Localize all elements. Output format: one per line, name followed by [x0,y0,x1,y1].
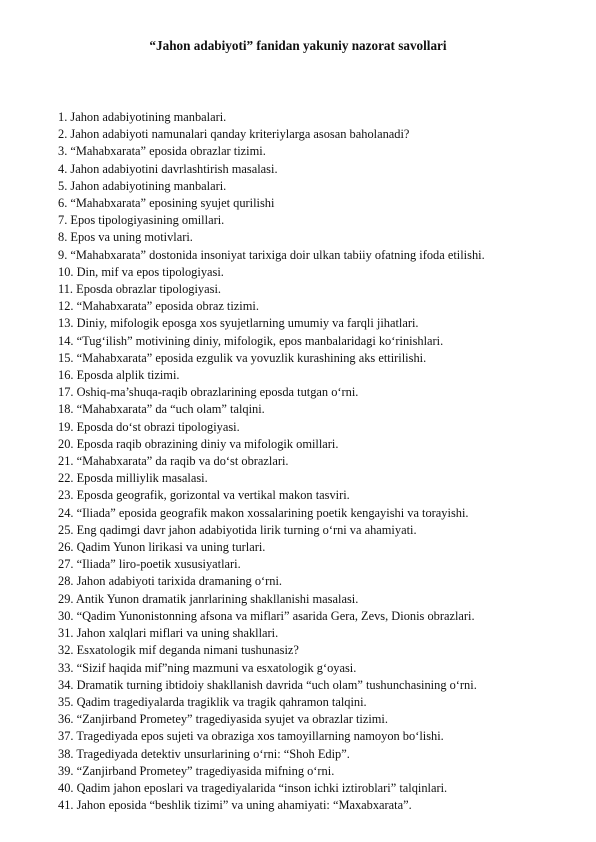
list-item: 3. “Mahabxarata” eposida obrazlar tizimi. [58,144,266,159]
list-item: 36. “Zanjirband Prometey” tragediyasida syujet va obrazlar tizimi. [58,712,388,727]
list-item: 37. Tragediyada epos sujeti va obraziga xos tamoyillarning namoyon bo‘lishi. [58,729,444,744]
list-item: 40. Qadim jahon eposlari va tragediyalarida “inson ichki iztiroblari” talqinlari. [58,780,448,795]
list-item: 26. Qadim Yunon lirikasi va uning turlari. [58,540,266,555]
list-item: 24. “Iliada” eposida geografik makon xossalarining poetik kengayishi va torayishi. [58,505,469,520]
list-item: 20. Eposda raqib obrazining diniy va mifologik omillari. [58,436,339,451]
list-item: 14. “Tug‘ilish” motivining diniy, mifologik, epos manbalaridagi ko‘rinishlari. [58,333,444,348]
list-item: 34. Dramatik turning ibtidoiy shakllanish davrida “uch olam” tushunchasining o‘rni. [58,677,477,692]
list-item: 9. “Mahabxarata” dostonida insoniyat tarixiga doir ulkan tabiiy ofatning ifoda etilishi. [58,247,485,262]
list-item: 35. Qadim tragediyalarda tragiklik va tragik qahramon talqini. [58,694,367,709]
list-item: 25. Eng qadimgi davr jahon adabiyotida lirik turning o‘rni va ahamiyati. [58,522,417,537]
list-item: 12. “Mahabxarata” eposida obraz tizimi. [58,299,259,314]
list-item: 13. Diniy, mifologik eposga xos syujetlarning umumiy va farqli jihatlari. [58,316,419,331]
page-title: “Jahon adabiyoti” fanidan yakuniy nazorat savollari [149,38,447,53]
list-item: 15. “Mahabxarata” eposida ezgulik va yovuzlik kurashining aks ettirilishi. [58,350,427,365]
list-item: 10. Din, mif va epos tipologiyasi. [58,264,224,279]
list-item: 27. “Iliada” liro-poetik xususiyatlari. [58,557,241,572]
list-item: 17. Oshiq-ma’shuqa-raqib obrazlarining eposda tutgan o‘rni. [58,385,359,400]
list-item: 23. Eposda geografik, gorizontal va vertikal makon tasviri. [58,488,350,503]
list-item: 29. Antik Yunon dramatik janrlarining shakllanishi masalasi. [58,591,359,606]
list-item: 39. “Zanjirband Prometey” tragediyasida mifning o‘rni. [58,763,335,778]
list-item: 18. “Mahabxarata” da “uch olam” talqini. [58,402,265,417]
list-item: 2. Jahon adabiyoti namunalari qanday kriteriylarga asosan baholanadi? [58,127,410,142]
list-item: 41. Jahon eposida “beshlik tizimi” va uning ahamiyati: “Maxabxarata”. [58,798,412,813]
list-item: 38. Tragediyada detektiv unsurlarining o‘rni: “Shoh Edip”. [58,746,350,761]
list-item: 11. Eposda obrazlar tipologiyasi. [58,282,221,297]
list-item: 21. “Mahabxarata” da raqib va do‘st obrazlari. [58,454,289,469]
list-item: 33. “Sizif haqida mif”ning mazmuni va esxatologik g‘oyasi. [58,660,357,675]
list-item: 19. Eposda do‘st obrazi tipologiyasi. [58,419,240,434]
list-item: 8. Epos va uning motivlari. [58,230,193,245]
list-item: 22. Eposda milliylik masalasi. [58,471,208,486]
question-list [58,109,542,814]
list-item: 16. Eposda alplik tizimi. [58,368,180,383]
list-item: 28. Jahon adabiyoti tarixida dramaning o‘rni. [58,574,283,589]
list-item: 1. Jahon adabiyotining manbalari. [58,110,227,124]
list-item: 5. Jahon adabiyotining manbalari. [58,178,227,193]
list-item: 4. Jahon adabiyotini davrlashtirish masalasi. [58,161,278,176]
list-item: 31. Jahon xalqlari miflari va uning shakllari. [58,626,279,641]
list-item: 7. Epos tipologiyasining omillari. [58,213,225,228]
list-item: 32. Esxatologik mif deganda nimani tushunasiz? [58,643,299,658]
list-item: 6. “Mahabxarata” eposining syujet qurilishi [58,196,275,211]
list-item: 30. “Qadim Yunonistonning afsona va miflari” asarida Gera, Zevs, Dionis obrazlari. [58,608,475,623]
